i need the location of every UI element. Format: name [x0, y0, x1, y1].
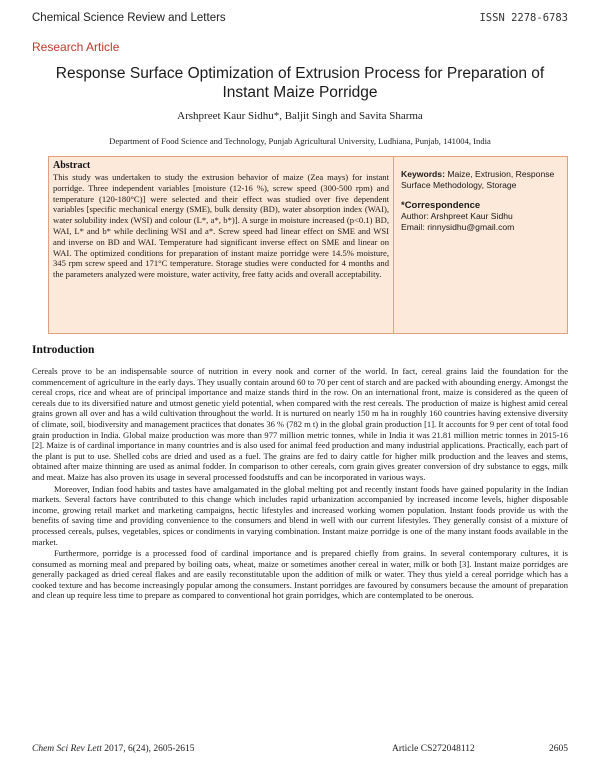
authors: Arshpreet Kaur Sidhu*, Baljit Singh and Savita Sharma: [177, 110, 423, 122]
article-id: Article CS272048112: [392, 744, 475, 754]
keywords-text: Maize, Extrusion, Response Surface Methodology, Storage: [401, 169, 555, 190]
affiliation: Department of Food Science and Technology, Punjab Agricultural University, Ludhiana, Punjab, 141004, India: [109, 136, 491, 146]
correspondence-heading: *Correspondence: [401, 199, 481, 211]
citation-journal: Chem Sci Rev Lett: [32, 744, 102, 754]
journal-name: Chemical Science Review and Letters: [32, 12, 226, 24]
introduction-paragraph: Cereals prove to be an indispensable source of nutrition in every nook and corner of the world. In fact, cereal grains laid the foundation for the commencement of agriculture in the early days. They usually contain around 60 to 70 per cent of starch and are packed with abounding energy. Amongst the cereal crops, rice and wheat are of principal importance and maize stands third in the row. On an international front, maize is considered as the queen of cereals due to its diversified nature and utmost genetic yield potential, when compared with the rest cereals. The production of maize is highest amid cereal grains grown all over and has a wild cultivation throughout the world. It is nurtured on nearly 150 m ha in roughly 160 countries having extensive diversity of climate, soil, biodiversity and management practices that donates 36 % (782 m t) in the global grain production [1]. It accounts for 9 per cent of total food grain production in India. Global maize production was more than 977 million metric tonnes, while in India it was 21.81 million metric tonnes in 2015-16 [2]. Maize is of cardinal importance in many countries and is also used for animal feed production and many industrial applications. Practically, each part of the plant is put to use. Shelled cobs are dried and used as a fuel. The grains are fed to dairy cattle for higher milk production and the leaves and stems, obtained after maize thinning are used as animal fodder. In comparison to other cereals, corn grain gives greater conversion of dry substance to eggs, milk and meat. Maize has also proven its usage in several processed foodstuffs and can be incorporated in various ways.: [32, 366, 568, 482]
keywords: [401, 169, 565, 191]
introduction-paragraph: Furthermore, porridge is a processed food of cardinal importance and is prepared chiefly from grains. In several contemporary cultures, it is consumed as morning meal and prepared by boiling oats, wheat, maize or sometimes another cereal in water, milk or both [3]. Instant maize porridges are generally packaged as dried cereal flakes and are easily reconstitutable upon the addition of milk or water. They thus yield a cereal porridge which has a cooked texture and has become increasingly popular among the consumers. Instant porridges are favoured by consumers because the amount of preparation and clean up require less time to prepare as compared to conventional hot grain porridges, which are contemplated to be onerous.: [32, 548, 568, 601]
keywords-label: Keywords:: [401, 169, 445, 179]
introduction-heading: Introduction: [32, 344, 95, 356]
article-type: Research Article: [32, 40, 120, 54]
correspondence-email[interactable]: Email: rinnysidhu@gmail.com: [401, 222, 515, 233]
abstract-heading: Abstract: [53, 160, 91, 171]
introduction-body: [32, 366, 568, 601]
issn: ISSN 2278-6783: [479, 12, 568, 24]
abstract-box: [48, 156, 568, 334]
abstract-column: [49, 157, 394, 333]
paper-title: Response Surface Optimization of Extrusion Process for Preparation of Instant Maize Porridge: [55, 65, 545, 101]
abstract-text: This study was undertaken to study the extrusion behavior of maize (Zea mays) for instant porridge. Three independent variables [moisture (12-16 %), screw speed (300-500 rpm) and temperature (120-180°C)] were selected and their effect was studied over five dependent variables [specific mechanical energy (SME), bulk density (BD), water absorption index (WAI), water solubility index (WSI) and colour (L*, a*, b*)]. A surge in moisture increased (p<0.1) BD, WAI, L* and b* while declining WSI and a*. Screw speed had linear effect on SME and WSI and inverse on BD and WAI. Temperature had significant inverse effect on SME and linear on WAI. The optimized conditions for preparation of instant maize porridge were 14.5% moisture, 345 rpm screw speed and 171°C temperature. Storage studies were conducted for 4 months and the parameters analyzed were moisture, water activity, free fatty acids and overall acceptability.: [53, 172, 389, 280]
keywords-correspondence-column: [401, 157, 565, 233]
footer-citation: [32, 744, 195, 754]
page-number: 2605: [549, 744, 568, 754]
citation-details: 2017, 6(24), 2605-2615: [104, 744, 195, 754]
introduction-paragraph: Moreover, Indian food habits and tastes have amalgamated in the global melting pot and recently instant foods have gained popularity in the Indian markets. Several factors have contributed to this change which includes rapid urbanization accompanied by increased income levels, higher disposable income, growing retail market and marketing campaigns, hectic lifestyles and increased working women population. Instant foods provide us with the benefits of saving time and providing convenience to the consumers and blend in well with our current lifestyles. They generally consist of a mixture of processed cereals, pulses, vegetables, spices or condiments in varying combination. Instant maize porridge is one of the many instant foods available in the market.: [32, 483, 568, 547]
correspondence-author: Author: Arshpreet Kaur Sidhu: [401, 211, 513, 222]
